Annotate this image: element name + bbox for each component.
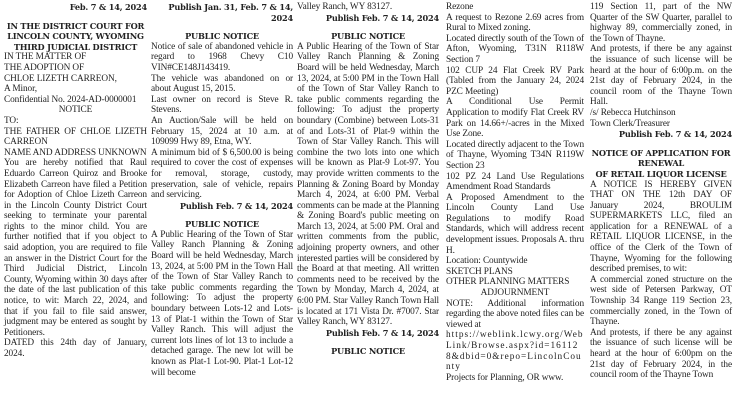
notice-line: Confidential No. 2024-AD-0000001 <box>4 94 137 105</box>
notice-subheading: ADJOURNMENT <box>480 288 550 299</box>
notice-line: A Minor, <box>4 84 37 95</box>
column-2 <box>151 0 293 376</box>
notice-paragraph: Located directly south of the Town of Afton, Wyoming, T31N R118W Section 7 <box>446 33 584 65</box>
notice-heading: IN THE DISTRICT COURT FOR <box>6 20 145 31</box>
notice-paragraph: A request to Rezone 2.69 acres from Rural to Mixed zoning. <box>446 12 584 34</box>
notice-heading: PUBLIC NOTICE <box>331 346 405 357</box>
column-1 <box>4 0 147 358</box>
notice-paragraph: And protests, if there be any against the issuance of such license will be heard at the hour of 6:00p.m. on the 21st day of February 2024, in the council room of the Thayne Town Hall. <box>590 44 732 108</box>
publish-dates: Feb. 7 & 14, 2024 <box>69 2 147 12</box>
notice-heading: NOTICE OF APPLICATION FOR RENEWAL <box>591 147 731 169</box>
notice-paragraph: A Proposed Amendment to the Lincoln County Land Use Regulations to modify Road Standards, which will address recent development issues. Proposals A. thru H. <box>446 192 584 256</box>
publish-dates: Publish Feb. 7 & 14, 2024 <box>179 200 293 211</box>
publish-dates: Publish Feb. 7 & 14, 2024 <box>325 327 439 338</box>
publish-dates: Publish Feb. 7 & 14, 2024 <box>618 129 732 140</box>
notice-paragraph: You are hereby notified that Raul Eduardo Carreon Quiroz and Brooke Elizabeth Carreon have filed a Petition for Adoption of Chloe Lizeth Carreon in the Lincoln County District Court seeking to terminate your parental rights to the minor child. You are further notified that if you object to said adoption, you are required to file an answer in the District Court for the Third Judicial District, Lincoln County, Wyoming within 30 days after the date of the last publication of this notice, to wit: March 22, 2024, and that if you fail to file said answer, judgment may be entered as sought by Petitioners. <box>4 158 147 338</box>
notice-line: OTHER PLANNING MATTERS <box>446 277 570 288</box>
publish-dates: Publish Feb. 7 & 14, 2024 <box>325 12 439 23</box>
notice-paragraph: A commercial zoned structure on the west side of Petersen Parkway, OT Township 34 Range 119 Section 23, commercially zoned, in the Town of Thayne. <box>590 274 732 328</box>
notice-heading: PUBLIC NOTICE <box>185 31 259 42</box>
notice-paragraph: The vehicle was abandoned on or about August 15, 2015. <box>151 73 293 95</box>
notice-paragraph: 102 PZ 24 Land Use Regulations Amendment Road Standards <box>446 171 584 193</box>
notice-paragraph: 119 Section 11, part of the NW Quarter of the SW Quarter, parallel to highway 89, commercially zoned, in the Town of Thayne. <box>590 2 732 44</box>
notice-heading: LINCOLN COUNTY, WYOMING <box>7 31 144 42</box>
notice-line: Rezone <box>446 2 474 12</box>
notice-line: Town Clerk/Treasurer <box>590 118 670 129</box>
publish-dates: Publish Jan. 31, Feb. 7 & 14, 2024 <box>168 2 293 23</box>
notice-heading: PUBLIC NOTICE <box>331 31 405 42</box>
notice-paragraph: An Auction/Sale will be held on February 15, 2024 at 10 a.m. at 109099 Hwy 89, Etna, WY. <box>151 115 293 148</box>
notice-line: CHLOE LIZETH CARREON, <box>4 73 117 84</box>
notice-heading: THIRD JUDICIAL DISTRICT <box>13 41 138 52</box>
notice-paragraph: Last owner on record is Steve R. Stevens. <box>151 94 293 116</box>
notice-heading: PUBLIC NOTICE <box>185 219 259 230</box>
column-4 <box>446 0 584 381</box>
notice-paragraph: THE FATHER OF CHLOE LIZETH CARREON <box>4 126 147 148</box>
notice-line: Location: Countywide <box>446 256 528 267</box>
notice-paragraph: A Public Hearing of the Town of Star Valley Ranch Planning & Zoning Board will be held Wednesday, March 13, 2024, at 5:00 PM in the Town Hall of the Town of Star Valley Ranch to take public comments regarding the following: To adjust the property boundary (Combine) between Lots-31 of and Lots-31 of Plat-9 within the Town of Star Valley Ranch. This will combine the two lots into one which will be known as Plat-9 Lot-97. You may provide written comments to the Planning & Zoning Board by Monday March 4, 2024, at 6:00 PM. Verbal comments can be made at the Planning & Zoning Board's public meeting on March 13, 2024, at 5:00 PM. Oral and written comments from the public, adjoining property owners, and other interested parties will be considered by the Board at that meeting. All written comments need to be received by the Town by Monday, March 4, 2024, at 6:00 PM. Star Valley Ranch Town Hall is located at 171 Vista Dr. #7007. Star Valley Ranch, WY 83127. <box>297 41 439 328</box>
notice-paragraph: A Conditional Use Permit Application to modify Flat Creek RV Park on 14.66+/-acres in the Mixed Use Zone. <box>446 97 584 140</box>
notice-paragraph: A Public Hearing of the Town of Star Valley Ranch Planning & Zoning Board will be held Wednesday, March 13, 2024, at 5:00 PM in the Town Hall of the Town of Star Valley Ranch to take public comments regarding the following: To adjust the property boundary between Lots-12 and Lots-13 of Plat-1 within the Town of Star Valley Ranch. This will adjust the current lots lines of lot 13 to include a detached garage. The new lot will be known as Plat-1 Lot-90. Plat-1 Lot-12 will become <box>151 229 293 378</box>
notice-paragraph: A NOTICE IS HEREBY GIVEN THAT ON THE 12th DAY OF January 2024, BROULIM SUPERMARKETS LLC, filed an application for a RENEWAL of a RETAIL LIQUOR LICENSE, in the office of the Clerk of the Town of Thayne, Wyoming for the following described premises, to wit: <box>590 179 732 275</box>
notice-line: IN THE MATTER OF <box>4 52 87 63</box>
notice-paragraph: Projects for Planning, OR www. <box>446 372 564 383</box>
notice-paragraph: And protests, if there be any against the issuance of such license will be heard at the hour of 6:00pm on the 21st day of February 2024, in the council room of the Thayne Town <box>590 327 732 381</box>
notice-paragraph: 102 CUP 24 Flat Creek RV Park (Tabled from the January 24, 2024 PZC Meeting) <box>446 65 584 97</box>
notice-line: SKETCH PLANS <box>446 266 513 277</box>
column-5 <box>590 0 732 379</box>
notice-line: Valley Ranch, WY 83127. <box>297 2 393 12</box>
notice-paragraph: Notice of sale of abandoned vehicle in regard to 1968 Chevy C10 VIN#CE148J143419. <box>151 41 293 73</box>
notice-line: TO: <box>4 115 19 126</box>
notice-url[interactable]: https://weblink.lcwy.org/WebLink/Browse.aspx?id=161128&dbid=0&repo=LincolnCounty <box>446 330 584 373</box>
notice-paragraph: NOTE: Additional information regarding the above noted files can be viewed at <box>446 298 584 330</box>
column-3 <box>297 0 439 355</box>
notice-subheading: NOTICE <box>58 105 93 116</box>
notice-paragraph: NAME AND ADDRESS UNKNOWN <box>4 147 147 158</box>
notice-line: /s/ Rebecca Hutchinson <box>590 107 676 118</box>
notice-paragraph: DATED this 24th day of January, 2024. <box>4 338 147 359</box>
notice-line: THE ADOPTION OF <box>4 62 85 73</box>
notice-paragraph: Located directly adjacent to the Town of Thayne, Wyoming T34N R119W Section 23 <box>446 139 584 171</box>
notice-heading: OF RETAIL LIQUOR LICENSE <box>595 168 727 179</box>
notice-paragraph: A minimum bid of $ 6,500.00 is being required to cover the cost of expenses for removal, storage, custody, preservation, sale of vehicle, repairs and servicing. <box>151 147 293 201</box>
